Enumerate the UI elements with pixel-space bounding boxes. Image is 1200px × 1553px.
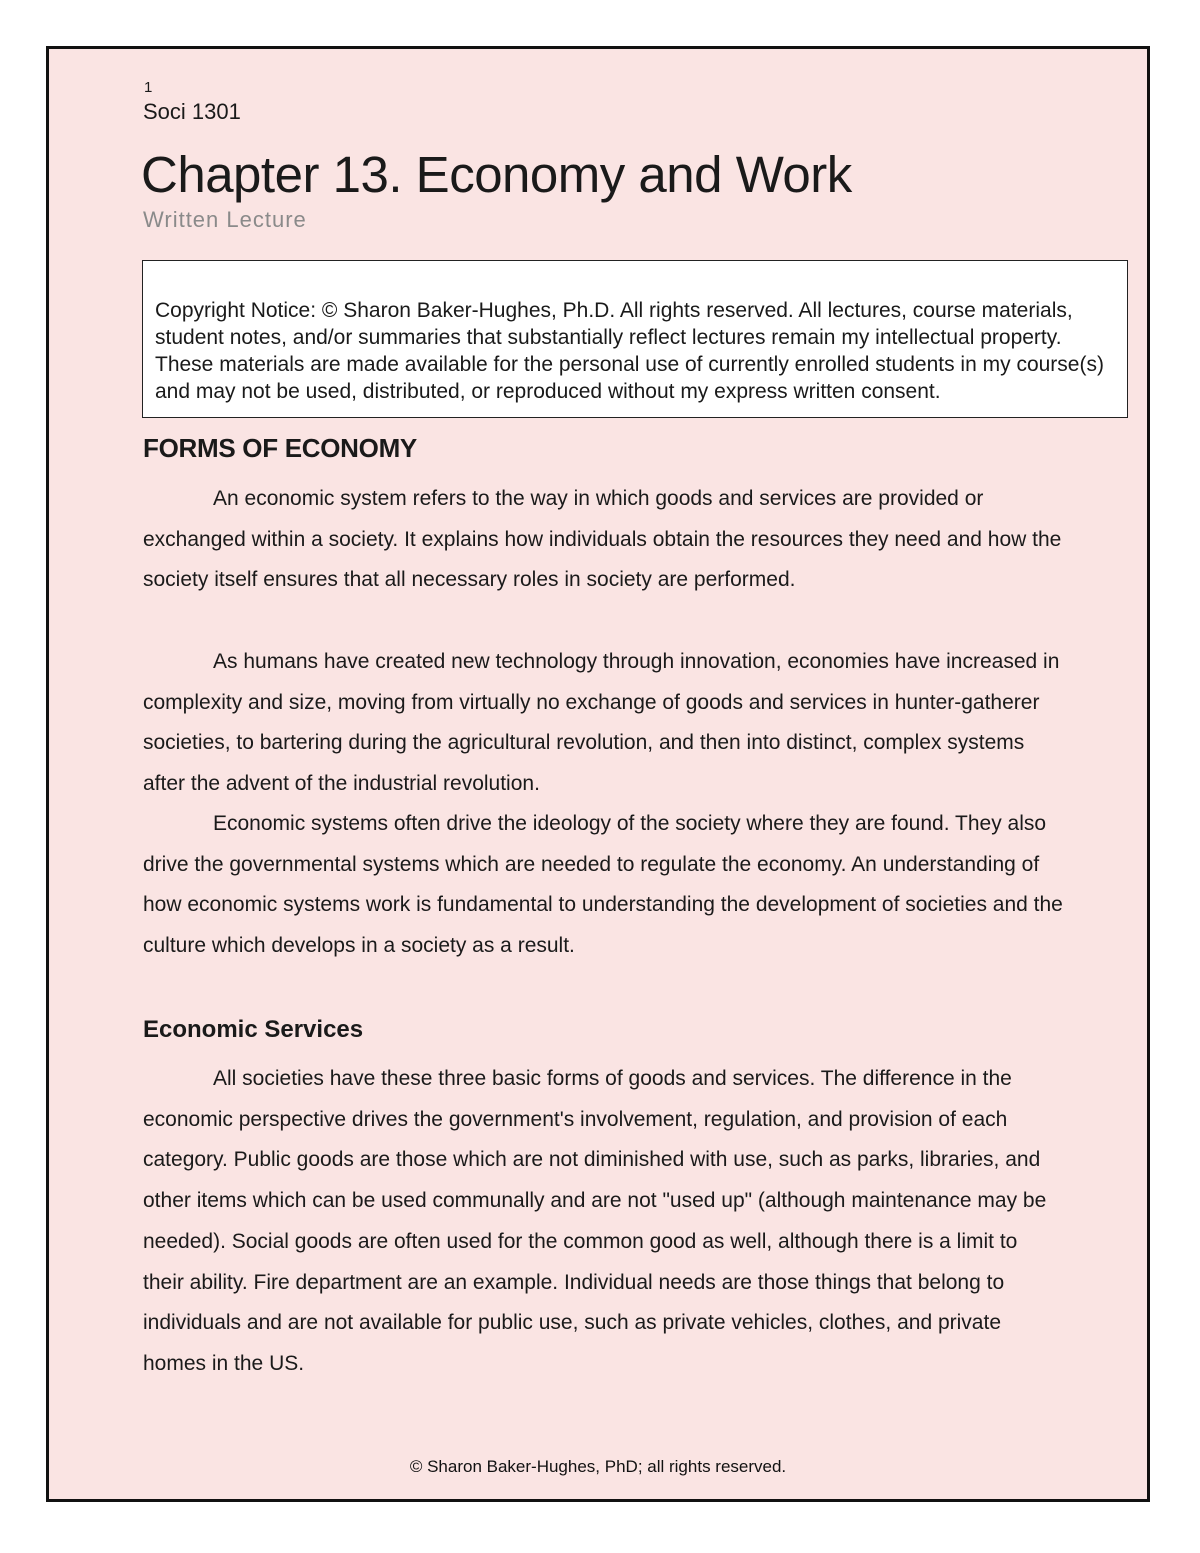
paragraph: All societies have these three basic forms of goods and services. The difference in the economic perspective drives the government's involvement, regulation, and provision of each category. Public goods are those which are not diminished with use, such as parks, libraries, and other items which can be used communally and are not "used up" (although maintenance may be needed). Social goods are often used for the common good as well, although there is a limit to their ability. Fire department are an example. Individual needs are those things that belong to individuals and are not available for public use, such as private vehicles, clothes, and private homes in the US.: [143, 1067, 1047, 1375]
paragraph: Economic systems often drive the ideology of the society where they are found. They also drive the governmental systems which are needed to regulate the economy. An understanding of how economic systems work is fundamental to understanding the development of societies and the culture which develops in a society as a result.: [143, 812, 1063, 958]
page-subtitle: Written Lecture: [143, 207, 307, 232]
section-heading-economic-services: Economic Services: [143, 1016, 364, 1043]
paragraph: As humans have created new technology through innovation, economies have increased in complexity and size, moving from virtually no exchange of goods and services in hunter-gatherer societies, to bartering during the agricultural revolution, and then into distinct, complex systems after the advent of the industrial revolution.: [143, 650, 1060, 796]
course-code: Soci 1301: [143, 99, 241, 124]
copyright-notice-box: [142, 260, 1128, 418]
document-page: [46, 46, 1150, 1502]
section-heading-forms-of-economy: FORMS OF ECONOMY: [143, 433, 417, 463]
page-title: Chapter 13. Economy and Work: [141, 146, 852, 203]
page-number: 1: [144, 79, 153, 96]
copyright-notice-text: Copyright Notice: © Sharon Baker-Hughes, Ph.D. All rights reserved. All lectures, course materials, student notes, and/or summaries that substantially reflect lectures remain my intellectual property. These materials are made available for the personal use of currently enrolled students in my course(s) and may not be used, distributed, or reproduced without my express written consent.: [155, 299, 1104, 403]
paragraph: An economic system refers to the way in which goods and services are provided or exchanged within a society. It explains how individuals obtain the resources they need and how the society itself ensures that all necessary roles in society are performed.: [143, 487, 1062, 592]
footer-copyright: © Sharon Baker-Hughes, PhD; all rights reserved.: [409, 1457, 787, 1476]
